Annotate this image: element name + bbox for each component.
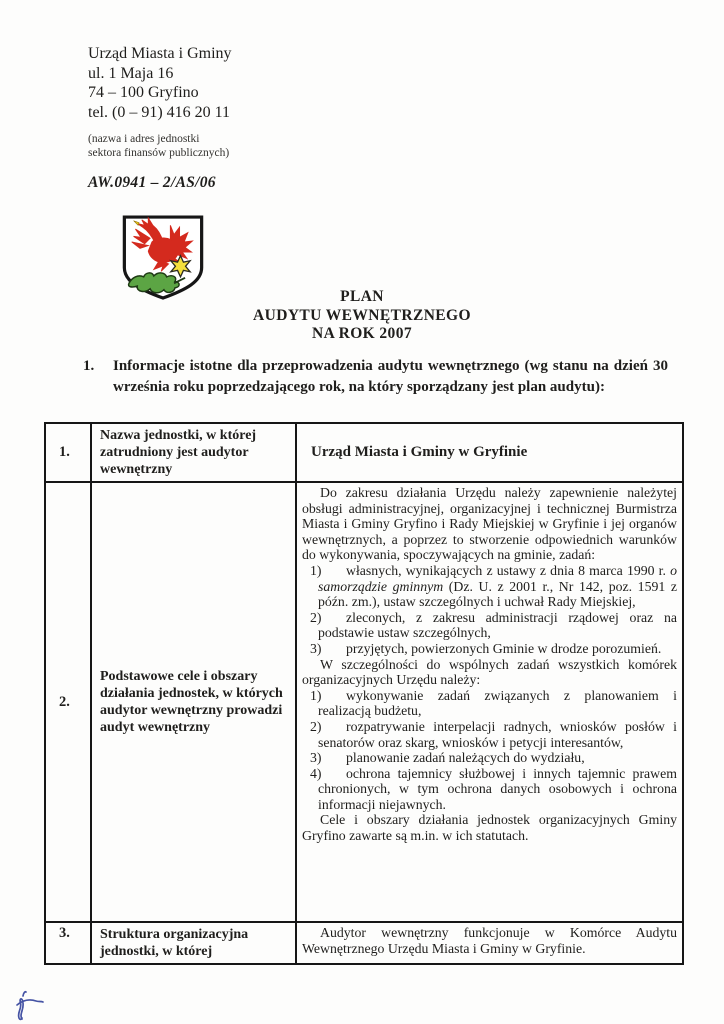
list-item xyxy=(302,719,677,750)
list-item-text: własnych, wynikających z ustawy z dnia 8 marca 1990 r. xyxy=(346,562,671,578)
row1-value: Urząd Miasta i Gminy w Gryfinie xyxy=(296,423,683,482)
row2-number: 2. xyxy=(45,482,91,922)
list-item-number: 2) xyxy=(310,609,322,625)
sender-phone: tel. (0 – 91) 416 20 11 xyxy=(88,103,231,121)
sender-street: ul. 1 Maja 16 xyxy=(88,64,174,82)
list-item-text: zleconych, z zakresu administracji rządowej oraz na podstawie ustaw szczególnych, xyxy=(318,609,677,641)
section-1-heading xyxy=(83,356,668,398)
row2-label: Podstawowe cele i obszary działania jednostek, w których audytor wewnętrzny prowadzi audyt wewnętrzny xyxy=(91,482,296,922)
list-item-text: wykonywanie zadań związanych z planowaniem i realizacją budżetu, xyxy=(318,687,677,719)
list-item-number: 3) xyxy=(310,750,322,766)
list-item xyxy=(302,641,677,657)
section-1-text: Informacje istotne dla przeprowadzenia audytu wewnętrznego (wg stanu na dzień 30 września roku poprzedzającego rok, na który sporządzany jest plan audytu): xyxy=(113,358,668,395)
document-title xyxy=(0,288,724,344)
list-item-text: rozpatrywanie interpelacji radnych, wniosków posłów i senatorów oraz skarg, wniosków i petycji interesantów, xyxy=(318,718,677,750)
section-1-number: 1. xyxy=(83,358,95,374)
list-item-text: przyjętych, powierzonych Gminie w drodze porozumień. xyxy=(346,640,662,656)
sender-note-line1: (nazwa i adres jednostki xyxy=(88,133,200,145)
sender-address-block xyxy=(88,44,232,122)
table-row xyxy=(45,922,683,964)
handwritten-initials-signature xyxy=(10,988,52,1022)
sender-city: 74 – 100 Gryfino xyxy=(88,84,199,101)
sender-note xyxy=(88,133,229,160)
audit-info-table xyxy=(44,422,684,965)
row2-value xyxy=(296,482,683,922)
table-row xyxy=(45,423,683,482)
title-line3: NA ROK 2007 xyxy=(312,325,412,342)
reference-number: AW.0941 – 2/AS/06 xyxy=(88,174,216,191)
sender-name: Urząd Miasta i Gminy xyxy=(88,45,232,62)
list-item xyxy=(302,610,677,641)
list-item-text: ochrona tajemnicy służbowej i innych tajemnic prawem chronionych, w tym ochrona danych osobowych i ochrona informacji niejawnych. xyxy=(318,765,677,812)
list-item-number: 3) xyxy=(310,640,322,656)
row3-label: Struktura organizacyjna jednostki, w której xyxy=(91,922,296,964)
list-item xyxy=(302,750,677,766)
row1-label: Nazwa jednostki, w której zatrudniony jest audytor wewnętrzny xyxy=(91,423,296,482)
list-item-number: 2) xyxy=(310,718,322,734)
row2-paragraph-3: Cele i obszary działania jednostek organizacyjnych Gminy Gryfino zawarte są m.in. w ich statutach. xyxy=(302,812,677,844)
list-item-text: (Dz. U. z 2001 r., Nr 142, poz. 1591 z późn. zm.), ustaw szczególnych i uchwał Rady Miejskiej, xyxy=(318,578,677,610)
list-item-number: 1) xyxy=(310,687,322,703)
row3-value-text: Audytor wewnętrzny funkcjonuje w Komórce Audytu Wewnętrznego Urzędu Miasta i Gminy w Gryfinie. xyxy=(302,925,677,956)
sender-note-line2: sektora finansów publicznych) xyxy=(88,146,230,159)
title-line2: AUDYTU WEWNĘTRZNEGO xyxy=(253,306,471,324)
list-item-number: 4) xyxy=(310,765,322,781)
row3-value xyxy=(296,922,683,964)
list-item xyxy=(302,688,677,719)
list-item-italic-text: o samorządzie gminnym xyxy=(318,562,677,594)
list-item-text: planowanie zadań należących do wydziału, xyxy=(346,750,585,766)
table-row xyxy=(45,482,683,922)
row2-paragraph-1: Do zakresu działania Urzędu należy zapewnienie należytej obsługi administracyjnej, organizacyjnej i technicznej Burmistrza Miasta i Gminy Gryfino i Rady Miejskiej w Gryfinie i jej organów wewnętrznych, a poprzez to stworzenie odpowiednich warunków do wykonywania, spoczywających na gminie, zadań: xyxy=(302,485,677,563)
row1-number: 1. xyxy=(45,423,91,482)
list-item xyxy=(302,766,677,813)
title-line1: PLAN xyxy=(340,288,384,305)
row2-paragraph-2: W szczególności do wspólnych zadań wszystkich komórek organizacyjnych Urzędu należy: xyxy=(302,656,677,688)
list-item xyxy=(302,563,677,610)
list-item-number: 1) xyxy=(310,562,322,578)
row3-number: 3. xyxy=(45,922,91,964)
